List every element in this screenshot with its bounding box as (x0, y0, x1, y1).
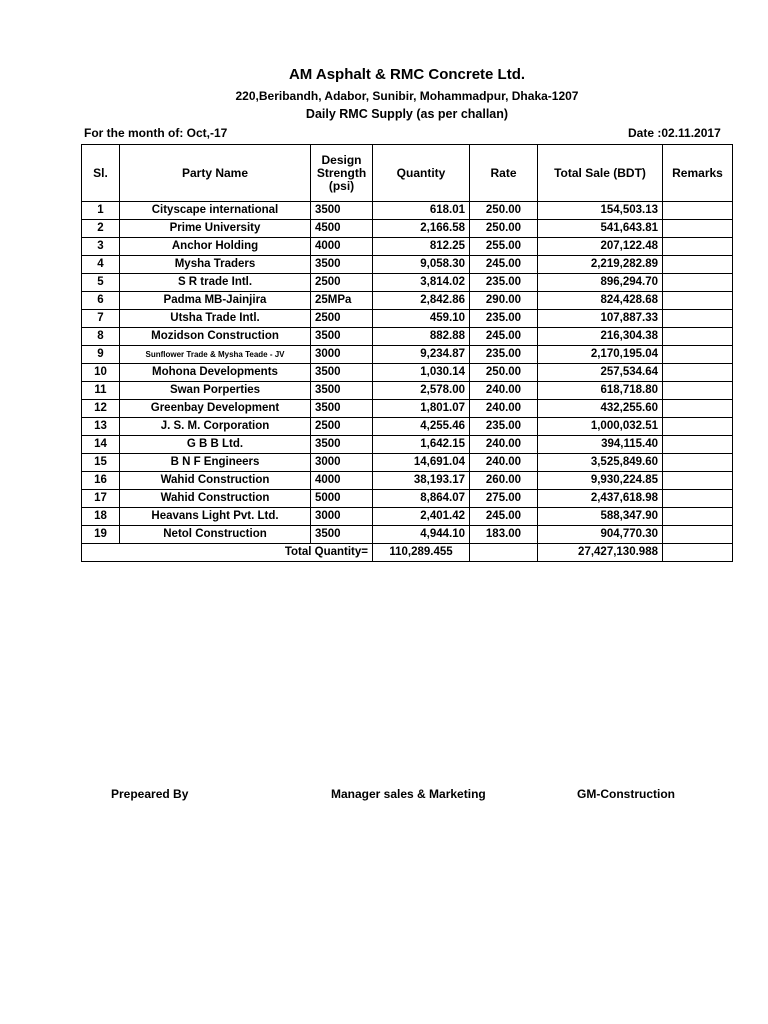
row-total-sale: 618,718.80 (538, 382, 663, 400)
manager-sales-label: Manager sales & Marketing (331, 787, 486, 801)
row-total-sale: 588,347.90 (538, 508, 663, 526)
row-remarks (663, 436, 733, 454)
row-remarks (663, 202, 733, 220)
company-name: AM Asphalt & RMC Concrete Ltd. (288, 66, 526, 83)
total-label: Total Quantity= (82, 544, 373, 562)
row-design-strength: 4500 (311, 220, 373, 238)
col-design-line1: Design (321, 152, 362, 167)
row-remarks (663, 346, 733, 364)
row-total-sale: 3,525,849.60 (538, 454, 663, 472)
row-rate: 240.00 (470, 454, 538, 472)
row-quantity: 9,234.87 (373, 346, 470, 364)
row-design-strength: 3500 (311, 400, 373, 418)
table-row (82, 400, 733, 418)
col-rate: Rate (470, 145, 538, 202)
total-rate-empty (470, 544, 538, 562)
row-rate: 240.00 (470, 382, 538, 400)
table-row (82, 292, 733, 310)
row-remarks (663, 256, 733, 274)
row-party-name: Heavans Light Pvt. Ltd. (120, 508, 311, 526)
col-sl: Sl. (82, 145, 120, 202)
row-party-name: Padma MB-Jainjira (120, 292, 311, 310)
row-remarks (663, 418, 733, 436)
row-total-sale: 541,643.81 (538, 220, 663, 238)
row-rate: 260.00 (470, 472, 538, 490)
row-party-name: Mozidson Construction (120, 328, 311, 346)
row-design-strength: 5000 (311, 490, 373, 508)
table-row (82, 346, 733, 364)
table-row (82, 256, 733, 274)
row-sl: 13 (82, 418, 120, 436)
row-rate: 250.00 (470, 220, 538, 238)
row-design-strength: 3500 (311, 328, 373, 346)
row-design-strength: 4000 (311, 238, 373, 256)
col-design-strength (311, 145, 373, 202)
row-total-sale: 9,930,224.85 (538, 472, 663, 490)
date-label: Date :02.11.2017 (628, 126, 721, 140)
row-design-strength: 3500 (311, 202, 373, 220)
col-design-line3: (psi) (328, 178, 355, 193)
row-quantity: 4,944.10 (373, 526, 470, 544)
gm-construction-label: GM-Construction (577, 787, 675, 801)
table-row (82, 436, 733, 454)
row-rate: 245.00 (470, 508, 538, 526)
row-quantity: 3,814.02 (373, 274, 470, 292)
row-rate: 245.00 (470, 256, 538, 274)
row-sl: 15 (82, 454, 120, 472)
row-sl: 12 (82, 400, 120, 418)
row-quantity: 4,255.46 (373, 418, 470, 436)
report-title: Daily RMC Supply (as per challan) (305, 107, 509, 121)
row-design-strength: 3000 (311, 454, 373, 472)
table-row (82, 364, 733, 382)
row-party-name: Mysha Traders (120, 256, 311, 274)
row-rate: 275.00 (470, 490, 538, 508)
col-remarks: Remarks (663, 145, 733, 202)
row-total-sale: 107,887.33 (538, 310, 663, 328)
row-sl: 18 (82, 508, 120, 526)
supply-table (81, 144, 733, 562)
row-total-sale: 216,304.38 (538, 328, 663, 346)
row-total-sale: 824,428.68 (538, 292, 663, 310)
row-remarks (663, 292, 733, 310)
row-sl: 17 (82, 490, 120, 508)
total-row (82, 544, 733, 562)
row-party-name: Utsha Trade Intl. (120, 310, 311, 328)
row-quantity: 14,691.04 (373, 454, 470, 472)
row-quantity: 1,642.15 (373, 436, 470, 454)
row-remarks (663, 400, 733, 418)
row-rate: 255.00 (470, 238, 538, 256)
row-design-strength: 3000 (311, 346, 373, 364)
row-rate: 235.00 (470, 310, 538, 328)
row-total-sale: 394,115.40 (538, 436, 663, 454)
row-rate: 250.00 (470, 202, 538, 220)
total-remarks-empty (663, 544, 733, 562)
table-row (82, 418, 733, 436)
row-sl: 19 (82, 526, 120, 544)
row-total-sale: 154,503.13 (538, 202, 663, 220)
table-row (82, 274, 733, 292)
row-design-strength: 25MPa (311, 292, 373, 310)
row-rate: 290.00 (470, 292, 538, 310)
row-sl: 3 (82, 238, 120, 256)
row-remarks (663, 274, 733, 292)
table-row (82, 238, 733, 256)
row-sl: 2 (82, 220, 120, 238)
row-total-sale: 207,122.48 (538, 238, 663, 256)
table-row (82, 382, 733, 400)
row-quantity: 459.10 (373, 310, 470, 328)
row-design-strength: 2500 (311, 418, 373, 436)
table-row (82, 508, 733, 526)
row-total-sale: 1,000,032.51 (538, 418, 663, 436)
month-label: For the month of: Oct,-17 (84, 126, 228, 140)
row-sl: 14 (82, 436, 120, 454)
row-quantity: 812.25 (373, 238, 470, 256)
row-quantity: 618.01 (373, 202, 470, 220)
row-remarks (663, 238, 733, 256)
row-rate: 235.00 (470, 418, 538, 436)
row-remarks (663, 364, 733, 382)
row-remarks (663, 526, 733, 544)
row-quantity: 2,401.42 (373, 508, 470, 526)
row-party-name: Mohona Developments (120, 364, 311, 382)
row-party-name: Anchor Holding (120, 238, 311, 256)
row-design-strength: 2500 (311, 310, 373, 328)
table-row (82, 490, 733, 508)
row-design-strength: 4000 (311, 472, 373, 490)
row-party-name: Greenbay Development (120, 400, 311, 418)
row-sl: 5 (82, 274, 120, 292)
row-remarks (663, 220, 733, 238)
row-design-strength: 3500 (311, 364, 373, 382)
prepared-by-label: Prepeared By (111, 787, 189, 801)
row-sl: 7 (82, 310, 120, 328)
row-rate: 240.00 (470, 400, 538, 418)
row-party-name: Sunflower Trade & Mysha Teade - JV (120, 346, 311, 364)
row-party-name: Cityscape international (120, 202, 311, 220)
row-sl: 9 (82, 346, 120, 364)
row-remarks (663, 472, 733, 490)
row-total-sale: 2,219,282.89 (538, 256, 663, 274)
row-party-name: Netol Construction (120, 526, 311, 544)
row-party-name: J. S. M. Corporation (120, 418, 311, 436)
row-design-strength: 3500 (311, 256, 373, 274)
row-remarks (663, 454, 733, 472)
row-remarks (663, 508, 733, 526)
row-rate: 235.00 (470, 346, 538, 364)
table-row (82, 310, 733, 328)
total-quantity: 110,289.455 (373, 544, 470, 562)
row-quantity: 38,193.17 (373, 472, 470, 490)
row-quantity: 1,801.07 (373, 400, 470, 418)
row-remarks (663, 310, 733, 328)
row-total-sale: 2,437,618.98 (538, 490, 663, 508)
table-row (82, 328, 733, 346)
row-sl: 1 (82, 202, 120, 220)
col-party-name: Party Name (120, 145, 311, 202)
row-party-name: Prime University (120, 220, 311, 238)
row-design-strength: 3500 (311, 382, 373, 400)
row-party-name: S R trade Intl. (120, 274, 311, 292)
row-remarks (663, 328, 733, 346)
table-row (82, 202, 733, 220)
row-design-strength: 3500 (311, 436, 373, 454)
col-quantity: Quantity (373, 145, 470, 202)
row-sl: 11 (82, 382, 120, 400)
row-quantity: 9,058.30 (373, 256, 470, 274)
row-total-sale: 432,255.60 (538, 400, 663, 418)
row-sl: 4 (82, 256, 120, 274)
row-sl: 8 (82, 328, 120, 346)
col-total-sale: Total Sale (BDT) (538, 145, 663, 202)
row-total-sale: 257,534.64 (538, 364, 663, 382)
row-sl: 10 (82, 364, 120, 382)
row-remarks (663, 382, 733, 400)
row-remarks (663, 490, 733, 508)
row-total-sale: 904,770.30 (538, 526, 663, 544)
row-design-strength: 2500 (311, 274, 373, 292)
row-rate: 240.00 (470, 436, 538, 454)
row-sl: 6 (82, 292, 120, 310)
row-quantity: 2,842.86 (373, 292, 470, 310)
row-quantity: 2,166.58 (373, 220, 470, 238)
table-header-row (82, 145, 733, 202)
row-quantity: 882.88 (373, 328, 470, 346)
row-rate: 183.00 (470, 526, 538, 544)
row-party-name: B N F Engineers (120, 454, 311, 472)
row-quantity: 2,578.00 (373, 382, 470, 400)
row-party-name: Wahid Construction (120, 472, 311, 490)
row-total-sale: 896,294.70 (538, 274, 663, 292)
table-row (82, 526, 733, 544)
row-sl: 16 (82, 472, 120, 490)
total-sale: 27,427,130.988 (538, 544, 663, 562)
company-address: 220,Beribandh, Adabor, Sunibir, Mohammadpur, Dhaka-1207 (235, 89, 579, 103)
row-party-name: G B B Ltd. (120, 436, 311, 454)
table-row (82, 472, 733, 490)
row-quantity: 1,030.14 (373, 364, 470, 382)
row-rate: 235.00 (470, 274, 538, 292)
row-rate: 245.00 (470, 328, 538, 346)
row-design-strength: 3000 (311, 508, 373, 526)
row-design-strength: 3500 (311, 526, 373, 544)
row-party-name: Wahid Construction (120, 490, 311, 508)
row-party-name: Swan Porperties (120, 382, 311, 400)
table-row (82, 454, 733, 472)
table-row (82, 220, 733, 238)
row-quantity: 8,864.07 (373, 490, 470, 508)
row-total-sale: 2,170,195.04 (538, 346, 663, 364)
col-design-line2: Strength (316, 165, 367, 180)
row-rate: 250.00 (470, 364, 538, 382)
